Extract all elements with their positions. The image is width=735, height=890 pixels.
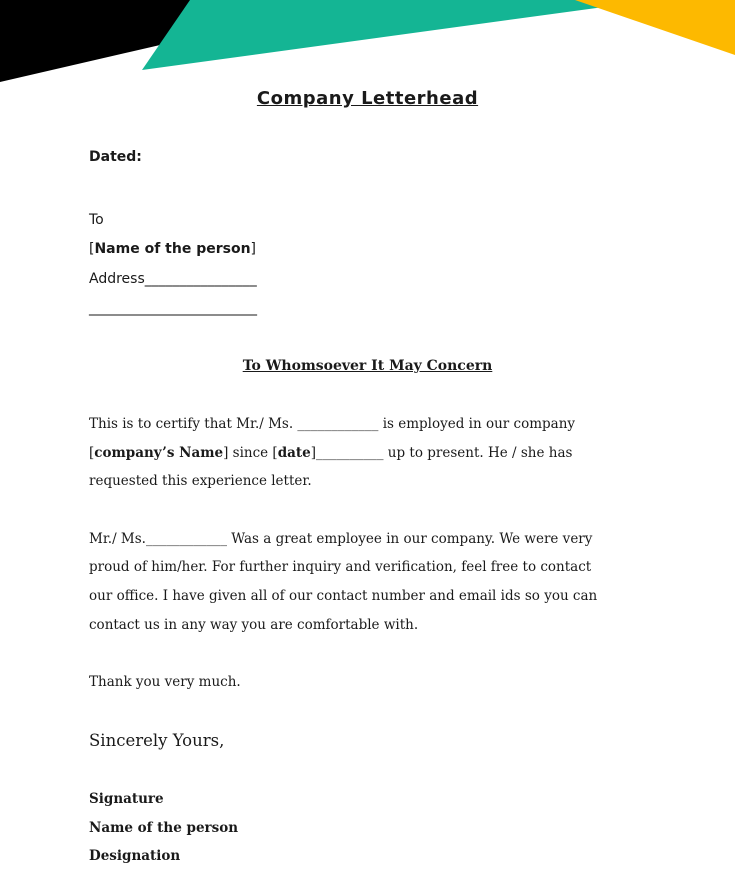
paragraph1-line3: requested this experience letter. bbox=[89, 473, 312, 489]
address-line-2: ________________________ bbox=[89, 300, 257, 316]
letterhead-banner bbox=[0, 0, 735, 90]
recipient-name-placeholder: Name of the person bbox=[94, 241, 251, 257]
thanks-line: Thank you very much. bbox=[89, 674, 241, 690]
banner-teal-stripe bbox=[142, 0, 655, 70]
signer-name-label: Name of the person bbox=[89, 820, 239, 836]
signature-label: Signature bbox=[89, 791, 164, 807]
closing-line: Sincerely Yours, bbox=[89, 731, 225, 750]
to-label: To bbox=[89, 212, 104, 228]
paragraph1-line2 bbox=[89, 445, 572, 461]
bracket-open: [ bbox=[89, 241, 95, 257]
company-name-placeholder: company’s Name bbox=[94, 445, 224, 461]
p1-mid: ] since [ bbox=[223, 445, 278, 461]
date-placeholder: date bbox=[277, 445, 311, 461]
paragraph2-line3: our office. I have given all of our contact number and email ids so you can bbox=[89, 588, 598, 604]
bracket-close: ] bbox=[250, 241, 257, 257]
paragraph1-line1: This is to certify that Mr./ Ms. ____________ is employed in our company bbox=[89, 416, 576, 432]
paragraph2-line1: Mr./ Ms.____________ Was a great employee in our company. We were very bbox=[89, 531, 593, 547]
address-line: Address________________ bbox=[89, 271, 257, 287]
recipient-name-line bbox=[89, 241, 256, 257]
banner-yellow-stripe bbox=[575, 0, 735, 55]
page-title: Company Letterhead bbox=[256, 88, 479, 109]
paragraph2-line4: contact us in any way you are comfortable with. bbox=[89, 617, 419, 633]
paragraph2-line2: proud of him/her. For further inquiry and verification, feel free to contact bbox=[89, 559, 592, 575]
designation-label: Designation bbox=[89, 848, 181, 864]
p1-open: [ bbox=[89, 445, 95, 461]
p1-end: ]__________ up to present. He / she has bbox=[310, 445, 573, 461]
subject-heading: To Whomsoever It May Concern bbox=[242, 358, 493, 374]
dated-label: Dated: bbox=[89, 149, 142, 165]
